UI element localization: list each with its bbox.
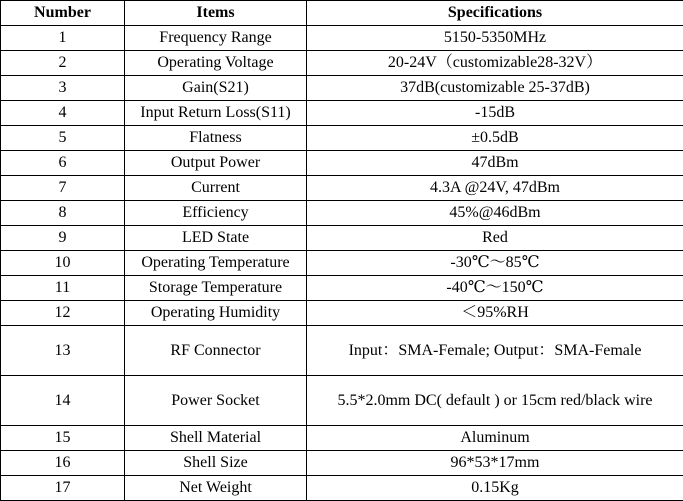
table-row bbox=[1, 176, 683, 201]
table-row bbox=[1, 301, 683, 326]
table-row bbox=[1, 101, 683, 126]
row-number: 6 bbox=[1, 151, 125, 176]
row-spec: ±0.5dB bbox=[307, 126, 683, 151]
row-number: 1 bbox=[1, 26, 125, 51]
table-row bbox=[1, 476, 683, 501]
row-item: Shell Material bbox=[125, 426, 307, 451]
table-row bbox=[1, 76, 683, 101]
row-item: Shell Size bbox=[125, 451, 307, 476]
row-item: Flatness bbox=[125, 126, 307, 151]
header-row bbox=[1, 1, 683, 26]
row-number: 10 bbox=[1, 251, 125, 276]
row-item: Frequency Range bbox=[125, 26, 307, 51]
row-number: 17 bbox=[1, 476, 125, 501]
row-number: 9 bbox=[1, 226, 125, 251]
row-number: 15 bbox=[1, 426, 125, 451]
row-item: RF Connector bbox=[125, 326, 307, 376]
row-item: Current bbox=[125, 176, 307, 201]
table-row bbox=[1, 326, 683, 376]
row-spec: -30℃～85℃ bbox=[307, 251, 683, 276]
row-number: 11 bbox=[1, 276, 125, 301]
row-number: 4 bbox=[1, 101, 125, 126]
row-item: Output Power bbox=[125, 151, 307, 176]
row-spec: Input：SMA-Female; Output：SMA-Female bbox=[307, 326, 683, 376]
row-item: Operating Temperature bbox=[125, 251, 307, 276]
row-item: Operating Humidity bbox=[125, 301, 307, 326]
row-number: 12 bbox=[1, 301, 125, 326]
header-specifications: Specifications bbox=[307, 1, 683, 26]
table-row bbox=[1, 151, 683, 176]
row-number: 7 bbox=[1, 176, 125, 201]
table-row bbox=[1, 126, 683, 151]
row-number: 2 bbox=[1, 51, 125, 76]
table-row bbox=[1, 201, 683, 226]
row-spec: 45%@46dBm bbox=[307, 201, 683, 226]
table-row bbox=[1, 226, 683, 251]
row-number: 5 bbox=[1, 126, 125, 151]
row-item: Net Weight bbox=[125, 476, 307, 501]
row-number: 13 bbox=[1, 326, 125, 376]
header-items: Items bbox=[125, 1, 307, 26]
row-spec: 5150-5350MHz bbox=[307, 26, 683, 51]
row-number: 3 bbox=[1, 76, 125, 101]
row-spec: Red bbox=[307, 226, 683, 251]
table-row bbox=[1, 426, 683, 451]
table-row bbox=[1, 451, 683, 476]
table-row bbox=[1, 26, 683, 51]
row-item: Efficiency bbox=[125, 201, 307, 226]
row-spec: 96*53*17mm bbox=[307, 451, 683, 476]
table-row bbox=[1, 51, 683, 76]
row-spec: Aluminum bbox=[307, 426, 683, 451]
row-spec: ＜95%RH bbox=[307, 301, 683, 326]
table-row bbox=[1, 376, 683, 426]
header-number: Number bbox=[1, 1, 125, 26]
table-row bbox=[1, 251, 683, 276]
row-item: Storage Temperature bbox=[125, 276, 307, 301]
row-spec: 5.5*2.0mm DC( default ) or 15cm red/black wire bbox=[307, 376, 683, 426]
row-number: 8 bbox=[1, 201, 125, 226]
row-item: Gain(S21) bbox=[125, 76, 307, 101]
row-number: 16 bbox=[1, 451, 125, 476]
row-item: Operating Voltage bbox=[125, 51, 307, 76]
row-spec: 20-24V（customizable28-32V） bbox=[307, 51, 683, 76]
row-spec: -40℃～150℃ bbox=[307, 276, 683, 301]
row-item: Power Socket bbox=[125, 376, 307, 426]
row-spec: 37dB(customizable 25-37dB) bbox=[307, 76, 683, 101]
row-spec: 0.15Kg bbox=[307, 476, 683, 501]
row-item: Input Return Loss(S11) bbox=[125, 101, 307, 126]
row-spec: 4.3A @24V, 47dBm bbox=[307, 176, 683, 201]
table-row bbox=[1, 276, 683, 301]
row-item: LED State bbox=[125, 226, 307, 251]
row-spec: 47dBm bbox=[307, 151, 683, 176]
row-number: 14 bbox=[1, 376, 125, 426]
row-spec: -15dB bbox=[307, 101, 683, 126]
